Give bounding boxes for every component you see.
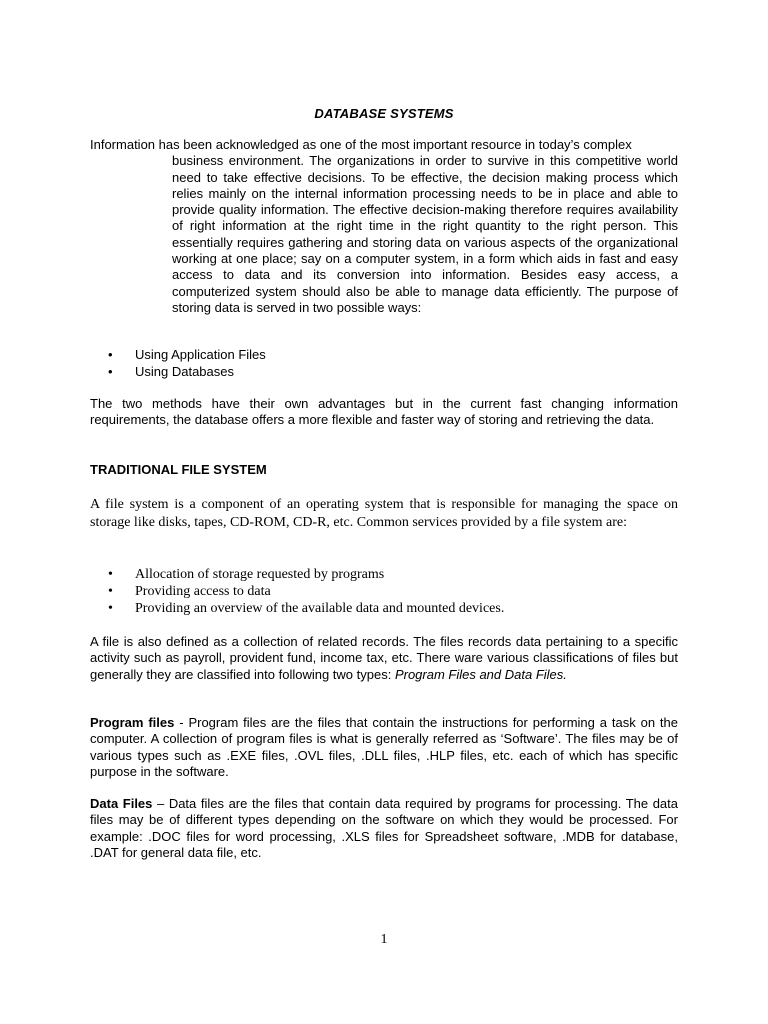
program-files-term: Program files [90, 715, 175, 730]
file-definition-paragraph [90, 634, 678, 683]
file-system-services-list [108, 566, 504, 617]
program-files-paragraph [90, 715, 678, 780]
list-item: • Providing access to data [108, 583, 504, 600]
section-heading: TRADITIONAL FILE SYSTEM [90, 462, 267, 477]
data-files-term: Data Files [90, 796, 153, 811]
intro-first-line: Information has been acknowledged as one of the most important resource in today’s complex [90, 137, 632, 152]
intro-paragraph [90, 137, 678, 316]
file-definition-text: A file is also defined as a collection of related records. The files records data pertaining to a specific activity such as payroll, provident fund, income tax, etc. There ware various classifications of files but generally they are classified into following two types: [90, 634, 678, 682]
methods-paragraph: The two methods have their own advantages but in the current fast changing information requirements, the database offers a more flexible and faster way of storing and retrieving the data. [90, 396, 678, 428]
data-files-text: – Data files are the files that contain data required by programs for processing. The data files may be of different types depending on the software on which they would be processed. For example: .DOC files for word processing, .XLS files for Spreadsheet software, .MDB for database, .DAT for general data file, etc. [90, 796, 679, 860]
list-item: • Allocation of storage requested by programs [108, 566, 504, 583]
list-item: • Using Databases [108, 363, 266, 380]
list-item: • Using Application Files [108, 346, 266, 363]
list-item: • Providing an overview of the available data and mounted devices. [108, 600, 504, 617]
program-files-text: - Program files are the files that contain the instructions for performing a task on the computer. A collection of program files is what is generally referred as ‘Software’. The files may be of various types such as .EXE files, .OVL files, .DLL files, .HLP files, etc. each of which has specific purpose in the software. [90, 715, 678, 779]
page-number: 1 [380, 932, 388, 947]
document-title: DATABASE SYSTEMS [314, 106, 454, 121]
file-system-paragraph: A file system is a component of an operating system that is responsible for managing the space on storage like disks, tapes, CD-ROM, CD-R, etc. Common services provided by a file system are: [90, 497, 678, 530]
storage-methods-list [108, 346, 266, 380]
intro-continuation: business environment. The organizations in order to survive in this competitive world need to take effective decisions. To be effective, the decision making process which relies mainly on the internal information processing needs to be in place and able to provide quality information. The effective decision-making therefore requires availability of right information at the right time in the right quantity to the right person. This essentially requires gathering and storing data on various aspects of the organizational working at one place; say on a computer system, in a form which aids in fast and easy access to data and its conversion into information. Besides easy access, a computerized system should also be able to manage data efficiently. The purpose of storing data is served in two possible ways: [172, 153, 678, 315]
file-types-emphasis: Program Files and Data Files. [394, 666, 567, 682]
data-files-paragraph [90, 796, 678, 861]
